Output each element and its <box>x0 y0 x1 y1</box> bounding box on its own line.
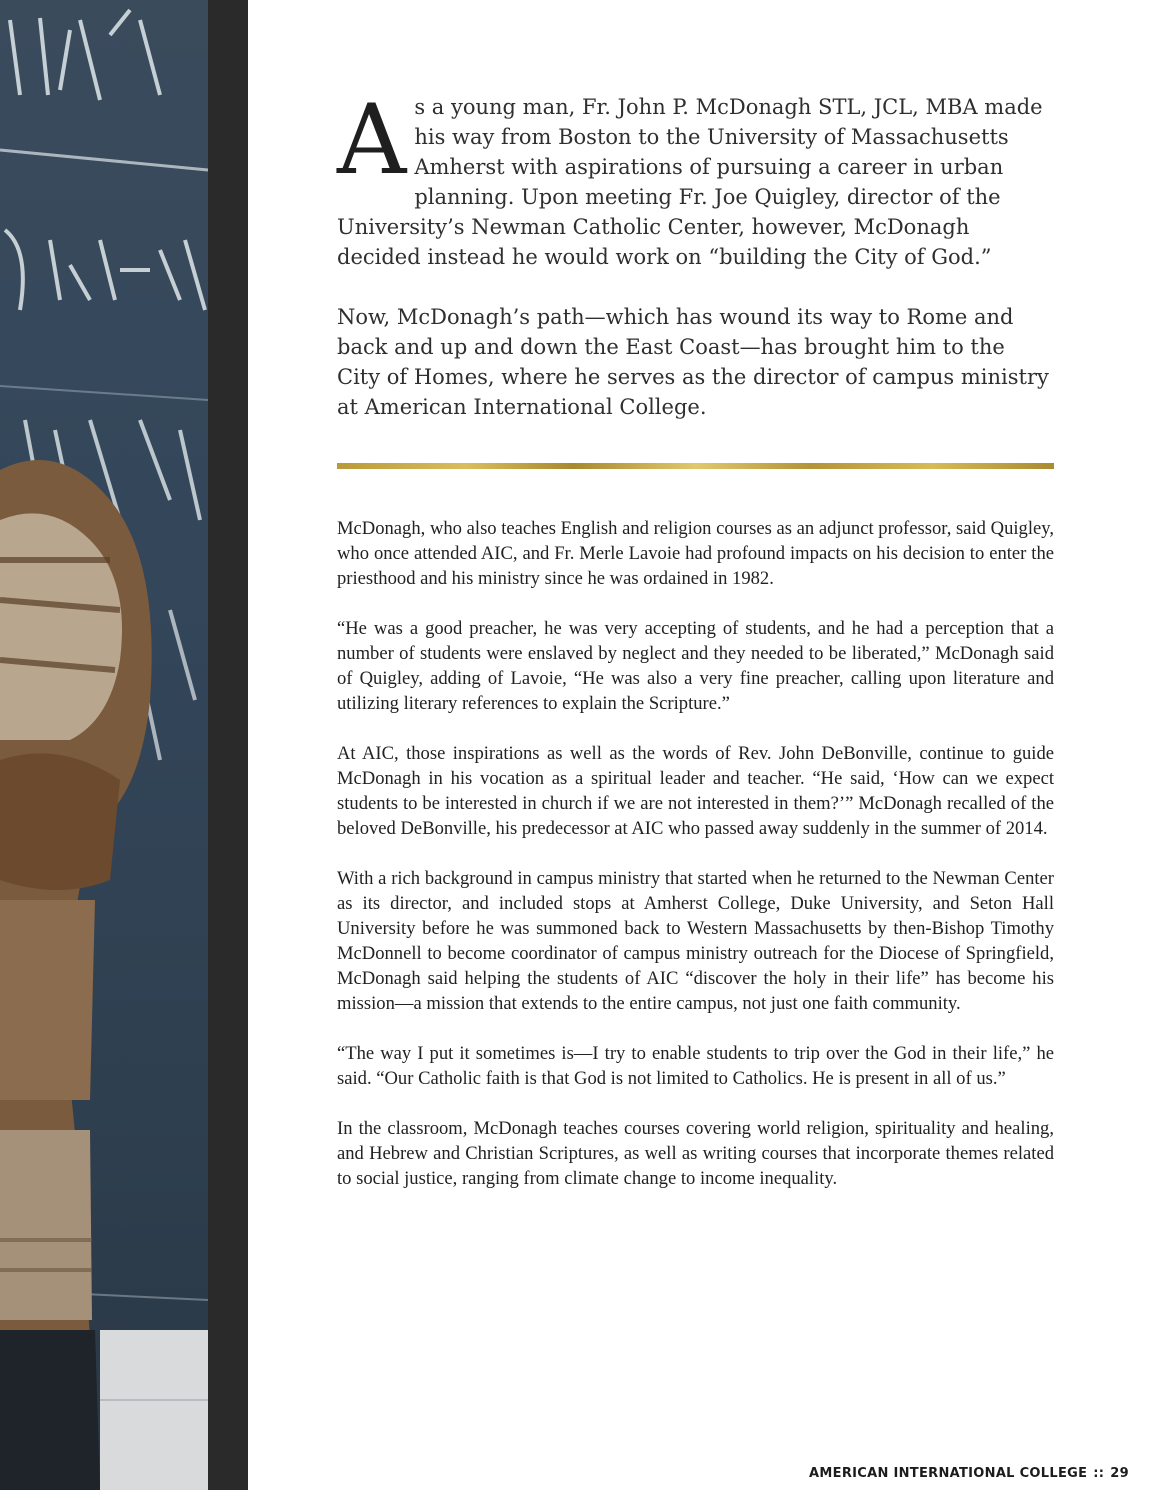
photo-illustration <box>0 0 208 1490</box>
publication-name: AMERICAN INTERNATIONAL COLLEGE <box>809 1466 1088 1481</box>
lede-paragraph-1 <box>337 84 1054 272</box>
gold-divider <box>337 463 1054 469</box>
body-paragraph: At AIC, those inspirations as well as the words of Rev. John DeBonville, continue to guide McDonagh in his vocation as a spiritual leader and teacher. “He said, ‘How can we expect students to be interested in church if we are not interested in them?’” McDonagh recalled of the beloved DeBonville, his predecessor at AIC who passed away suddenly in the summer of 2014. <box>337 743 1054 839</box>
page-footer <box>809 1466 1129 1481</box>
body-column <box>337 516 1054 1216</box>
page-number: 29 <box>1110 1466 1129 1481</box>
lede-column <box>337 84 1054 422</box>
lede-paragraph-1-text: s a young man, Fr. John P. McDonagh STL, JCL, MBA made his way from Boston to the University of Massachusetts Amherst with aspirations of pursuing a career in urban planning. Upon meeting Fr. Joe Quigley, director of the University’s Newman Catholic Center, however, McDonagh decided instead he would work on “building the City of God.” <box>337 95 1043 269</box>
body-paragraph: McDonagh, who also teaches English and religion courses as an adjunct professor, said Quigley, who once attended AIC, and Fr. Merle Lavoie had profound impacts on his decision to enter the priesthood and his ministry since he was ordained in 1982. <box>337 518 1054 589</box>
body-paragraph: With a rich background in campus ministry that started when he returned to the Newman Center as its director, and included stops at Amherst College, Duke University, and Seton Hall University before he was summoned back to Western Massachusetts by then-Bishop Timothy McDonnell to become coordinator of campus ministry outreach for the Diocese of Springfield, McDonagh said helping the students of AIC “discover the holy in their life” has become his mission—a mission that extends to the entire campus, not just one faith community. <box>337 868 1054 1014</box>
body-paragraph: In the classroom, McDonagh teaches courses covering world religion, spirituality and healing, and Hebrew and Christian Scriptures, as well as writing courses that incorporate themes related to social justice, ranging from climate change to income inequality. <box>337 1118 1054 1189</box>
footer-separator: :: <box>1093 1466 1105 1481</box>
cover-photo <box>0 0 208 1490</box>
drop-cap: A <box>337 84 407 196</box>
page-gutter-band <box>208 0 248 1490</box>
lede-paragraph-2: Now, McDonagh’s path—which has wound its way to Rome and back and up and down the East Coast—has brought him to the City of Homes, where he serves as the director of campus ministry at American International College. <box>337 305 1049 419</box>
body-paragraph: “He was a good preacher, he was very accepting of students, and he had a perception that a number of students were enslaved by neglect and they needed to be liberated,” McDonagh said of Quigley, adding of Lavoie, “He was also a very fine preacher, calling upon literature and utilizing literary references to explain the Scripture.” <box>337 618 1054 714</box>
body-paragraph: “The way I put it sometimes is—I try to enable students to trip over the God in their life,” he said. “Our Catholic faith is that God is not limited to Catholics. He is present in all of us.” <box>337 1043 1054 1089</box>
